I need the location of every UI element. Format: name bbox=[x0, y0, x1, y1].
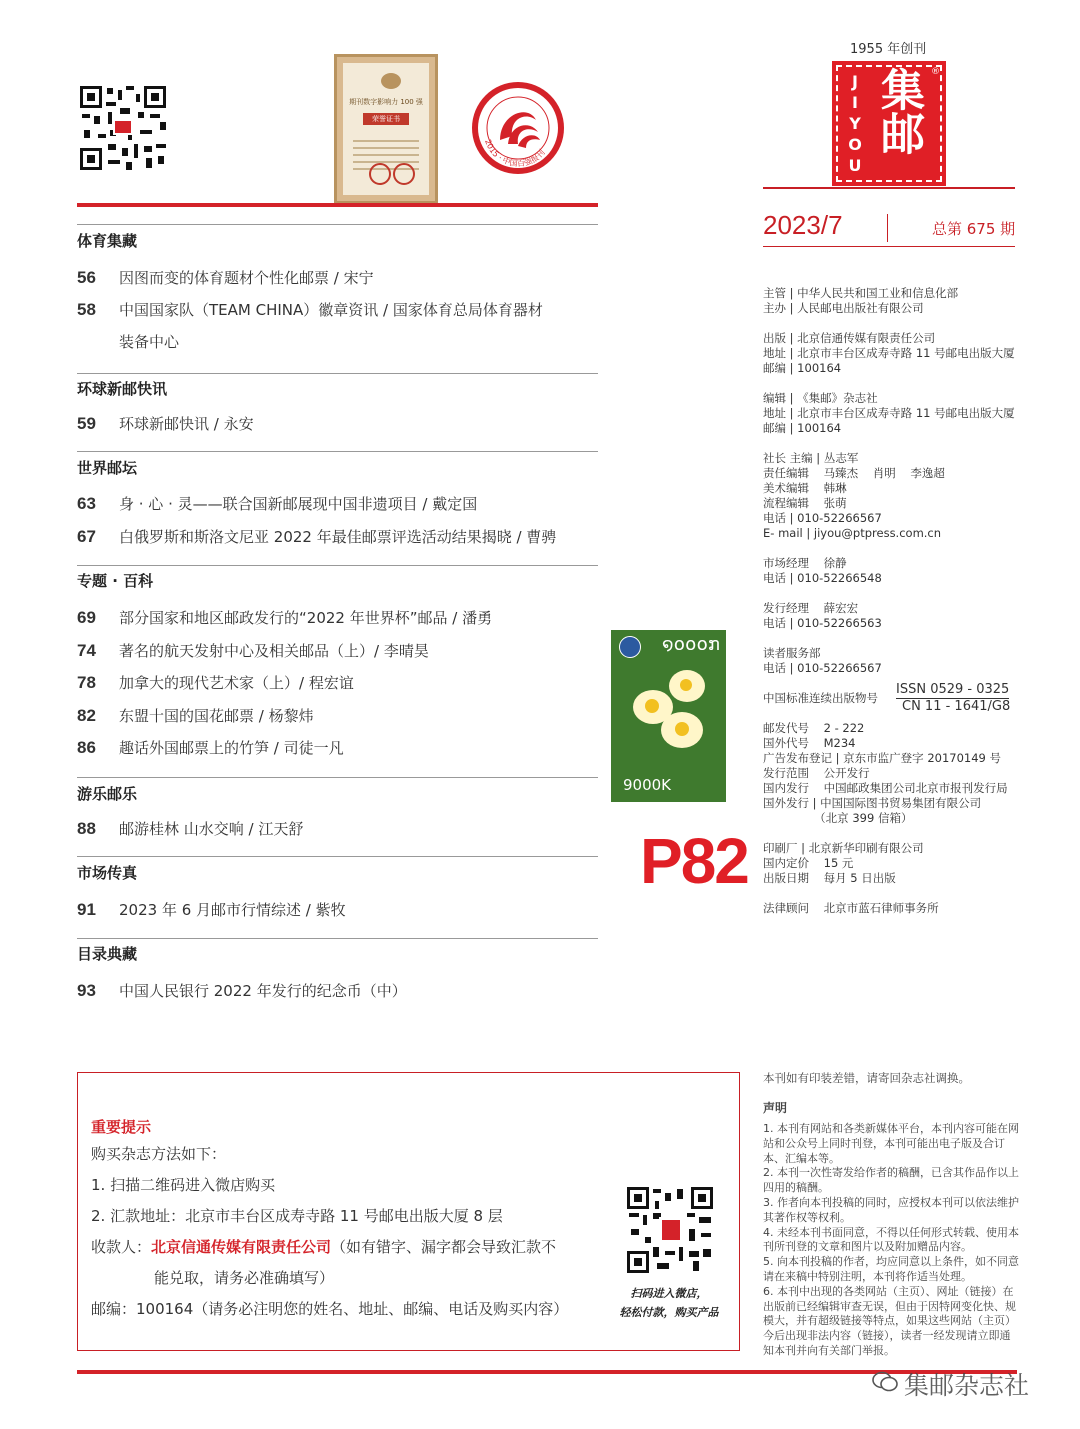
cn-number: CN 11 - 1641/G8 bbox=[902, 699, 1011, 714]
declaration-heading: 声明 bbox=[763, 1101, 788, 1115]
toc-section-title: 体育集藏 bbox=[77, 232, 138, 250]
seal-text: 2015 · 中国百强报刊 bbox=[483, 138, 547, 169]
certificate-label: 荣誉证书 bbox=[363, 113, 409, 125]
toc-page: 86 bbox=[77, 738, 96, 757]
declaration-list bbox=[763, 1122, 1019, 1359]
logo-letter: J bbox=[852, 72, 858, 91]
toc-page: 67 bbox=[77, 527, 96, 546]
toc-page: 78 bbox=[77, 673, 96, 692]
declaration-item: 3. 作者向本刊投稿的同时，应授权本刊可以依法维护其著作权等权利。 bbox=[763, 1195, 1019, 1224]
toc-page: 63 bbox=[77, 494, 96, 513]
toc-section-title: 游乐邮乐 bbox=[77, 785, 138, 803]
total-issue: 总第 675 期 bbox=[932, 220, 1016, 238]
payee-name: 北京信通传媒有限责任公司 bbox=[151, 1238, 332, 1256]
notice-line: 1. 扫描二维码进入微店购买 bbox=[91, 1176, 276, 1194]
certificate-stamp-icon bbox=[393, 163, 415, 185]
toc-title: 身 · 心 · 灵——联合国新邮展现中国非遗项目 / 戴定国 bbox=[119, 495, 478, 513]
toc-title: 邮游桂林 山水交响 / 江天舒 bbox=[119, 820, 304, 838]
divider bbox=[887, 214, 888, 242]
divider bbox=[77, 938, 598, 939]
toc-title: 东盟十国的国花邮票 / 杨黎炜 bbox=[119, 707, 314, 725]
divider bbox=[763, 187, 1015, 189]
masthead-postal: 邮发代号 2 - 222 国外代号 M234 广告发布登记 | 京东市监广登字 20170149 号 发行范围 公开发行 国内发行 中国邮政集团公司北京市报刊发行局 国外发行 | 中国国际图书贸易集团有限公司 （北京 399 信箱） bbox=[763, 721, 1008, 825]
declaration-item: 2. 本刊一次性寄发给作者的稿酬，已含其作品作以上四用的稿酬。 bbox=[763, 1166, 1019, 1195]
logo-letter: I bbox=[852, 93, 858, 112]
toc-page: 59 bbox=[77, 414, 96, 433]
certificate-emblem-icon bbox=[381, 73, 401, 89]
emblem-icon bbox=[619, 636, 641, 658]
toc-page: 56 bbox=[77, 268, 96, 287]
payee-label: 收款人： bbox=[91, 1238, 152, 1256]
wechat-icon bbox=[872, 1371, 898, 1393]
qr-caption: 扫码进入微店， bbox=[630, 1287, 708, 1300]
toc-section-title: 市场传真 bbox=[77, 864, 138, 882]
divider bbox=[77, 777, 598, 778]
toc-title: 环球新邮快讯 / 永安 bbox=[119, 415, 254, 433]
page-reference: P82 bbox=[640, 825, 748, 897]
declaration-item: 5. 向本刊投稿的作者，均应同意以上条件，如不同意请在来稿中特别注明，本刊将作适当处理。 bbox=[763, 1255, 1019, 1283]
toc-title: 因图而变的体育题材个性化邮票 / 宋宁 bbox=[119, 269, 374, 287]
divider bbox=[77, 565, 598, 566]
watermark: 集邮杂志社 bbox=[904, 1371, 1030, 1400]
divider bbox=[77, 373, 598, 374]
toc-title: 白俄罗斯和斯洛文尼亚 2022 年最佳邮票评选活动结果揭晓 / 曹骋 bbox=[119, 528, 557, 546]
qr-code-top[interactable] bbox=[80, 86, 166, 170]
toc-title: 2023 年 6 月邮市行情综述 / 紫牧 bbox=[119, 901, 346, 919]
notice-heading: 重要提示 bbox=[91, 1118, 152, 1136]
jiyou-logo bbox=[832, 61, 946, 186]
masthead-sponsor: 主管 | 中华人民共和国工业和信息化部 主办 | 人民邮电出版社有限公司 bbox=[763, 286, 959, 315]
qr-caption: 轻松付款，购买产品 bbox=[619, 1306, 719, 1319]
toc-title: 趣话外国邮票上的竹笋 / 司徒一凡 bbox=[119, 739, 344, 757]
notice-line: 2. 汇款地址：北京市丰台区成寿寺路 11 号邮电出版大厦 8 层 bbox=[91, 1207, 503, 1225]
toc-page: 93 bbox=[77, 981, 96, 1000]
divider bbox=[77, 451, 598, 452]
top100-periodical-seal bbox=[470, 80, 566, 176]
frangipani-stamp-image bbox=[606, 625, 731, 807]
notice-line: 能兑取，请务必准确填写） bbox=[154, 1269, 335, 1287]
masthead-reader-service: 读者服务部 电话 | 010-52266567 bbox=[763, 646, 882, 675]
divider bbox=[763, 246, 1015, 247]
masthead-distribution: 发行经理 薛宏宏 电话 | 010-52266563 bbox=[763, 601, 882, 630]
certificate-stamp-icon bbox=[369, 163, 391, 185]
masthead-printing: 印刷厂 | 北京新华印刷有限公司 国内定价 15 元 出版日期 每月 5 日出版 bbox=[763, 841, 924, 885]
stamp-value-top: ໑໐໐໐ກ bbox=[662, 634, 720, 655]
masthead-editor: 编辑 | 《集邮》杂志社 地址 | 北京市丰台区成寿寺路 11 号邮电出版大厦 邮编 | 100164 bbox=[763, 391, 1015, 435]
toc-page: 88 bbox=[77, 819, 96, 838]
issn-number: ISSN 0529 - 0325 bbox=[896, 682, 1010, 697]
stamp-value-bottom: 9000K bbox=[623, 776, 672, 794]
masthead-publisher: 出版 | 北京信通传媒有限责任公司 地址 | 北京市丰台区成寿寺路 11 号邮电出版大厦 邮编 | 100164 bbox=[763, 331, 1015, 375]
divider bbox=[77, 856, 598, 857]
qr-code-shop[interactable] bbox=[627, 1187, 713, 1273]
toc-title: 中国人民银行 2022 年发行的纪念币（中） bbox=[119, 982, 407, 1000]
logo-letter: U bbox=[848, 156, 862, 175]
certificate-title: 期刊数字影响力 100 强 bbox=[349, 98, 423, 106]
toc-page: 58 bbox=[77, 300, 96, 319]
registered-icon: ® bbox=[931, 67, 940, 77]
declaration-item: 1. 本刊有网站和各类新媒体平台，本刊内容可能在网站和公众号上同时刊登，本刊可能出电子版及合订本、汇编本等。 bbox=[763, 1122, 1019, 1165]
logo-letter: O bbox=[848, 135, 862, 154]
issn-label: 中国标准连续出版物号 bbox=[763, 691, 878, 705]
misprint-note: 本刊如有印装差错，请寄回杂志社调换。 bbox=[763, 1071, 970, 1085]
toc-page: 74 bbox=[77, 641, 96, 660]
masthead-legal: 法律顾问 北京市蓝石律师事务所 bbox=[763, 901, 939, 915]
toc-section-title: 环球新邮快讯 bbox=[77, 380, 168, 398]
notice-line: 邮编：100164（请务必注明您的姓名、地址、邮编、电话及购买内容） bbox=[91, 1300, 569, 1318]
logo-latin-text bbox=[848, 71, 862, 176]
notice-payee-line bbox=[91, 1236, 556, 1257]
toc-title: 加拿大的现代艺术家（上）/ 程宏谊 bbox=[119, 674, 354, 692]
toc-title: 装备中心 bbox=[119, 333, 180, 351]
honor-certificate-image bbox=[334, 54, 438, 204]
toc-title: 部分国家和地区邮政发行的“2022 年世界杯”邮品 / 潘勇 bbox=[119, 609, 493, 627]
payee-note: （如有错字、漏字都会导致汇款不 bbox=[331, 1238, 557, 1256]
toc-top-rule bbox=[77, 203, 598, 207]
toc-section-title: 专题 · 百科 bbox=[77, 572, 154, 590]
toc-title: 著名的航天发射中心及相关邮品（上）/ 李晴昊 bbox=[119, 642, 429, 660]
notice-line: 购买杂志方法如下： bbox=[91, 1145, 227, 1163]
issue-number: 2023/7 bbox=[763, 210, 843, 240]
toc-section-title: 目录典藏 bbox=[77, 945, 138, 963]
toc-section-title: 世界邮坛 bbox=[77, 459, 138, 477]
toc-page: 69 bbox=[77, 608, 96, 627]
declaration-item: 4. 未经本刊书面同意，不得以任何形式转载、使用本刊所刊登的文章和图片以及附加赠品内容。 bbox=[763, 1225, 1019, 1254]
toc-title: 中国国家队（TEAM CHINA）徽章资讯 / 国家体育总局体育器材 bbox=[119, 301, 543, 319]
toc-page: 82 bbox=[77, 706, 96, 725]
divider bbox=[77, 224, 598, 225]
founded-year: 1955 年创刊 bbox=[850, 42, 927, 57]
masthead-staff: 社长 主编 | 丛志军 责任编辑 马臻杰 肖明 李逸超 美术编辑 韩琳 流程编辑 张萌 电话 | 010-52266567 E- mail | jiyou@ptpress.com.cn bbox=[763, 451, 945, 540]
masthead-market: 市场经理 徐静 电话 | 010-52266548 bbox=[763, 556, 882, 585]
logo-letter: Y bbox=[849, 114, 861, 133]
logo-chinese-text: 集邮 bbox=[873, 67, 924, 155]
toc-page: 91 bbox=[77, 900, 96, 919]
declaration-item: 6. 本刊中出现的各类网站（主页）、网址（链接）在出版前已经编辑审查无误，但由于因特网变化快、规模大，并有超级链接等特点，如果这些网站（主页）今后出现非法内容（链接），读者一经发现请立即通知本刊并向有关部门举报。 bbox=[763, 1284, 1016, 1357]
